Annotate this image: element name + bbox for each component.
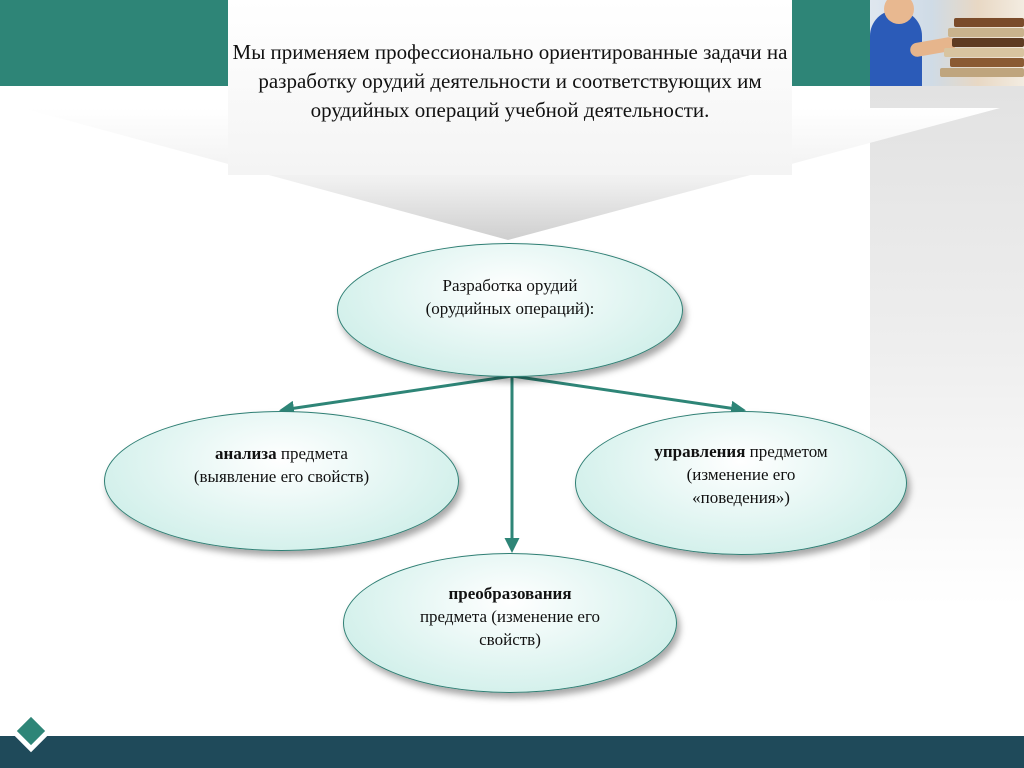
node-tool-development-line2: (орудийных операций): xyxy=(425,299,595,318)
node-transformation-line3: свойств) xyxy=(479,630,541,649)
node-tool-development-line1: Разработка орудий xyxy=(442,276,578,295)
arrow-to-analysis xyxy=(282,376,512,410)
arrow-to-management xyxy=(512,376,743,410)
node-transformation-line2: предмета (изменение его xyxy=(419,607,601,626)
node-management-keyword: управления xyxy=(654,442,746,461)
node-management-rest: предметом xyxy=(745,442,828,461)
node-analysis-line2: (выявление его свойств) xyxy=(193,467,370,486)
node-transformation-keyword: преобразования xyxy=(448,584,572,603)
node-management-line3: «поведения») xyxy=(692,488,790,507)
node-management xyxy=(575,411,907,555)
node-tool-development xyxy=(337,243,683,377)
node-transformation xyxy=(343,553,677,693)
node-analysis-keyword: анализа xyxy=(215,444,277,463)
node-management-line2: (изменение его xyxy=(686,465,796,484)
node-analysis-rest: предмета xyxy=(276,444,348,463)
footer-bar xyxy=(0,736,1024,768)
header-statement: Мы применяем профессионально ориентированные задачи на разработку орудий деятельности и соответствующих им орудийных операций учебной деятельности. xyxy=(232,40,788,122)
node-analysis xyxy=(104,411,459,551)
